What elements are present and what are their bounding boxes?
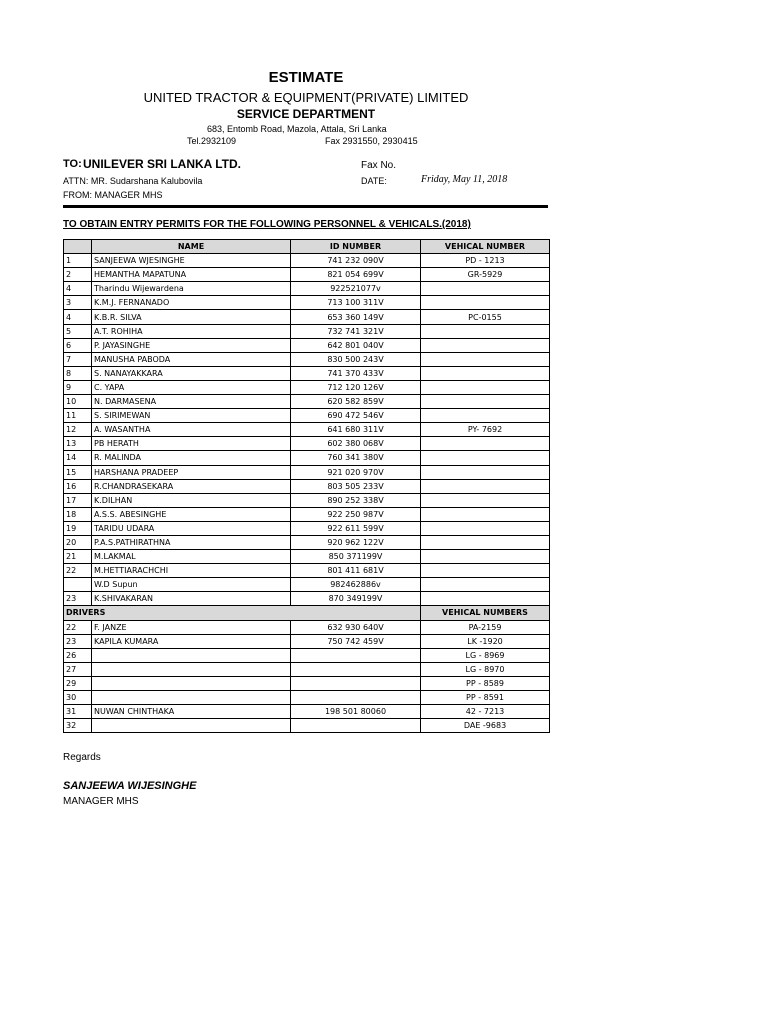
row-index: 17 — [64, 493, 92, 507]
row-name: A. WASANTHA — [92, 423, 291, 437]
row-id-number — [291, 719, 421, 733]
row-vehicle-number — [421, 493, 550, 507]
row-id-number: 801 411 681V — [291, 564, 421, 578]
table-row — [64, 719, 550, 733]
row-name: NUWAN CHINTHAKA — [92, 705, 291, 719]
row-name: HEMANTHA MAPATUNA — [92, 268, 291, 282]
row-index: 2 — [64, 268, 92, 282]
table-row — [64, 310, 550, 324]
row-index: 12 — [64, 423, 92, 437]
driver-rows — [64, 620, 550, 733]
row-name: M.LAKMAL — [92, 550, 291, 564]
row-id-number — [291, 676, 421, 690]
row-id-number: 690 472 546V — [291, 409, 421, 423]
table-row — [64, 352, 550, 366]
row-name — [92, 662, 291, 676]
table-row — [64, 507, 550, 521]
row-vehicle-number — [421, 352, 550, 366]
header-divider — [63, 205, 548, 208]
table-row — [64, 338, 550, 352]
row-name: Tharindu Wijewardena — [92, 282, 291, 296]
row-index: 15 — [64, 465, 92, 479]
row-index: 1 — [64, 254, 92, 268]
row-vehicle-number — [421, 578, 550, 592]
row-name: HARSHANA PRADEEP — [92, 465, 291, 479]
company-name: UNITED TRACTOR & EQUIPMENT(PRIVATE) LIMITED — [143, 90, 469, 105]
row-name: SANJEEWA WJESINGHE — [92, 254, 291, 268]
permit-table — [63, 239, 550, 733]
row-index: 29 — [64, 676, 92, 690]
row-vehicle-number — [421, 521, 550, 535]
row-index: 30 — [64, 691, 92, 705]
date-value: Friday, May 11, 2018 — [421, 174, 508, 185]
row-vehicle-number — [421, 479, 550, 493]
row-id-number: 653 360 149V — [291, 310, 421, 324]
row-index: 27 — [64, 662, 92, 676]
row-name: W.D Supun — [92, 578, 291, 592]
row-index: 9 — [64, 380, 92, 394]
row-index: 22 — [64, 620, 92, 634]
row-vehicle-number: DAE -9683 — [421, 719, 550, 733]
row-name: MANUSHA PABODA — [92, 352, 291, 366]
row-vehicle-number — [421, 338, 550, 352]
row-index: 11 — [64, 409, 92, 423]
row-id-number: 982462886v — [291, 578, 421, 592]
row-id-number — [291, 691, 421, 705]
row-index: 4 — [64, 310, 92, 324]
row-vehicle-number — [421, 451, 550, 465]
row-index: 14 — [64, 451, 92, 465]
table-row — [64, 648, 550, 662]
row-name: P.A.S.PATHIRATHNA — [92, 535, 291, 549]
row-vehicle-number: PC-0155 — [421, 310, 550, 324]
row-id-number: 732 741 321V — [291, 324, 421, 338]
table-row — [64, 465, 550, 479]
row-id-number: 922521077v — [291, 282, 421, 296]
table-row — [64, 296, 550, 310]
row-index — [64, 578, 92, 592]
row-index: 16 — [64, 479, 92, 493]
table-row — [64, 592, 550, 606]
company-address: 683, Entomb Road, Mazola, Attala, Sri Lanka — [207, 124, 387, 134]
row-name: K.SHIVAKARAN — [92, 592, 291, 606]
personnel-rows — [64, 254, 550, 606]
table-row — [64, 676, 550, 690]
to-value: UNILEVER SRI LANKA LTD. — [83, 157, 241, 171]
table-row — [64, 550, 550, 564]
row-id-number: 713 100 311V — [291, 296, 421, 310]
row-vehicle-number — [421, 296, 550, 310]
row-vehicle-number: PY- 7692 — [421, 423, 550, 437]
row-id-number: 620 582 859V — [291, 395, 421, 409]
row-index: 32 — [64, 719, 92, 733]
department-name: SERVICE DEPARTMENT — [236, 107, 376, 121]
row-id-number — [291, 648, 421, 662]
row-index: 10 — [64, 395, 92, 409]
company-tel: Tel.2932109 — [187, 136, 237, 146]
row-vehicle-number: PP - 8589 — [421, 676, 550, 690]
row-name: R.CHANDRASEKARA — [92, 479, 291, 493]
row-name — [92, 691, 291, 705]
row-vehicle-number — [421, 282, 550, 296]
drivers-label: DRIVERS — [64, 606, 421, 620]
row-name: A.S.S. ABESINGHE — [92, 507, 291, 521]
table-row — [64, 564, 550, 578]
table-row — [64, 268, 550, 282]
row-vehicle-number — [421, 324, 550, 338]
row-id-number: 642 801 040V — [291, 338, 421, 352]
company-fax: Fax 2931550, 2930415 — [325, 136, 418, 146]
row-name: S. SIRIMEWAN — [92, 409, 291, 423]
row-vehicle-number: 42 - 7213 — [421, 705, 550, 719]
row-id-number: 850 371199V — [291, 550, 421, 564]
table-row — [64, 634, 550, 648]
row-index: 22 — [64, 564, 92, 578]
row-id-number: 602 380 068V — [291, 437, 421, 451]
row-vehicle-number — [421, 507, 550, 521]
row-id-number: 712 120 126V — [291, 380, 421, 394]
row-id-number: 803 505 233V — [291, 479, 421, 493]
row-vehicle-number — [421, 437, 550, 451]
row-name — [92, 676, 291, 690]
row-id-number: 922 250 987V — [291, 507, 421, 521]
row-id-number: 821 054 699V — [291, 268, 421, 282]
table-row — [64, 380, 550, 394]
row-name: KAPILA KUMARA — [92, 634, 291, 648]
row-index: 3 — [64, 296, 92, 310]
row-id-number: 632 930 640V — [291, 620, 421, 634]
row-name: PB HERATH — [92, 437, 291, 451]
row-id-number: 830 500 243V — [291, 352, 421, 366]
table-row — [64, 423, 550, 437]
row-vehicle-number — [421, 366, 550, 380]
row-vehicle-number: PP - 8591 — [421, 691, 550, 705]
row-vehicle-number — [421, 395, 550, 409]
row-index: 13 — [64, 437, 92, 451]
row-vehicle-number — [421, 409, 550, 423]
row-name: K.DILHAN — [92, 493, 291, 507]
table-row — [64, 437, 550, 451]
row-index: 21 — [64, 550, 92, 564]
from-line: FROM: MANAGER MHS — [63, 190, 163, 200]
date-label: DATE: — [361, 176, 387, 186]
signer-name: SANJEEWA WIJESINGHE — [63, 780, 197, 792]
header-index — [64, 240, 92, 254]
table-row — [64, 366, 550, 380]
header-name: NAME — [92, 240, 291, 254]
row-name: M.HETTIARACHCHI — [92, 564, 291, 578]
row-vehicle-number — [421, 564, 550, 578]
row-vehicle-number: PA-2159 — [421, 620, 550, 634]
table-row — [64, 620, 550, 634]
row-id-number: 641 680 311V — [291, 423, 421, 437]
row-vehicle-number — [421, 592, 550, 606]
table-header-row — [64, 240, 550, 254]
row-id-number: 870 349199V — [291, 592, 421, 606]
table-row — [64, 535, 550, 549]
row-name: K.B.R. SILVA — [92, 310, 291, 324]
row-index: 7 — [64, 352, 92, 366]
row-index: 5 — [64, 324, 92, 338]
drivers-vehicles-label: VEHICAL NUMBERS — [421, 606, 550, 620]
table-row — [64, 578, 550, 592]
row-vehicle-number: LG - 8969 — [421, 648, 550, 662]
row-vehicle-number: LK -1920 — [421, 634, 550, 648]
table-row — [64, 254, 550, 268]
table-row — [64, 451, 550, 465]
row-vehicle-number: PD - 1213 — [421, 254, 550, 268]
row-id-number: 760 341 380V — [291, 451, 421, 465]
table-row — [64, 662, 550, 676]
row-id-number: 920 962 122V — [291, 535, 421, 549]
table-row — [64, 479, 550, 493]
row-vehicle-number: LG - 8970 — [421, 662, 550, 676]
table-row — [64, 282, 550, 296]
header-vehicle-number: VEHICAL NUMBER — [421, 240, 550, 254]
row-name: K.M.J. FERNANADO — [92, 296, 291, 310]
row-id-number: 750 742 459V — [291, 634, 421, 648]
row-vehicle-number — [421, 465, 550, 479]
row-index: 23 — [64, 592, 92, 606]
row-index: 6 — [64, 338, 92, 352]
row-index: 20 — [64, 535, 92, 549]
table-row — [64, 521, 550, 535]
row-name: TARIDU UDARA — [92, 521, 291, 535]
row-id-number: 741 370 433V — [291, 366, 421, 380]
row-vehicle-number — [421, 535, 550, 549]
table-row — [64, 395, 550, 409]
row-name — [92, 719, 291, 733]
signer-role: MANAGER MHS — [63, 796, 139, 807]
row-index: 23 — [64, 634, 92, 648]
row-vehicle-number — [421, 550, 550, 564]
row-name: P. JAYASINGHE — [92, 338, 291, 352]
header-id-number: ID NUMBER — [291, 240, 421, 254]
row-name: N. DARMASENA — [92, 395, 291, 409]
attention-line: ATTN: MR. Sudarshana Kalubovila — [63, 176, 203, 186]
table-row — [64, 409, 550, 423]
document-title: ESTIMATE — [268, 69, 344, 86]
regards-text: Regards — [63, 752, 101, 763]
row-index: 26 — [64, 648, 92, 662]
row-name: A.T. ROHIHA — [92, 324, 291, 338]
table-row — [64, 705, 550, 719]
row-index: 18 — [64, 507, 92, 521]
drivers-section-row — [64, 606, 550, 620]
table-row — [64, 324, 550, 338]
row-vehicle-number: GR-5929 — [421, 268, 550, 282]
row-name — [92, 648, 291, 662]
subject-line: TO OBTAIN ENTRY PERMITS FOR THE FOLLOWING PERSONNEL & VEHICALS.(2018) — [63, 219, 471, 230]
fax-number-label: Fax No. — [361, 160, 397, 171]
to-label: TO: — [63, 158, 82, 170]
row-index: 4 — [64, 282, 92, 296]
row-id-number: 890 252 338V — [291, 493, 421, 507]
row-id-number — [291, 662, 421, 676]
row-name: R. MALINDA — [92, 451, 291, 465]
row-index: 19 — [64, 521, 92, 535]
row-vehicle-number — [421, 380, 550, 394]
table-row — [64, 691, 550, 705]
row-id-number: 922 611 599V — [291, 521, 421, 535]
table-row — [64, 493, 550, 507]
row-index: 8 — [64, 366, 92, 380]
row-index: 31 — [64, 705, 92, 719]
row-id-number: 921 020 970V — [291, 465, 421, 479]
row-id-number: 741 232 090V — [291, 254, 421, 268]
row-id-number: 198 501 80060 — [291, 705, 421, 719]
row-name: C. YAPA — [92, 380, 291, 394]
row-name: S. NANAYAKKARA — [92, 366, 291, 380]
row-name: F. JANZE — [92, 620, 291, 634]
